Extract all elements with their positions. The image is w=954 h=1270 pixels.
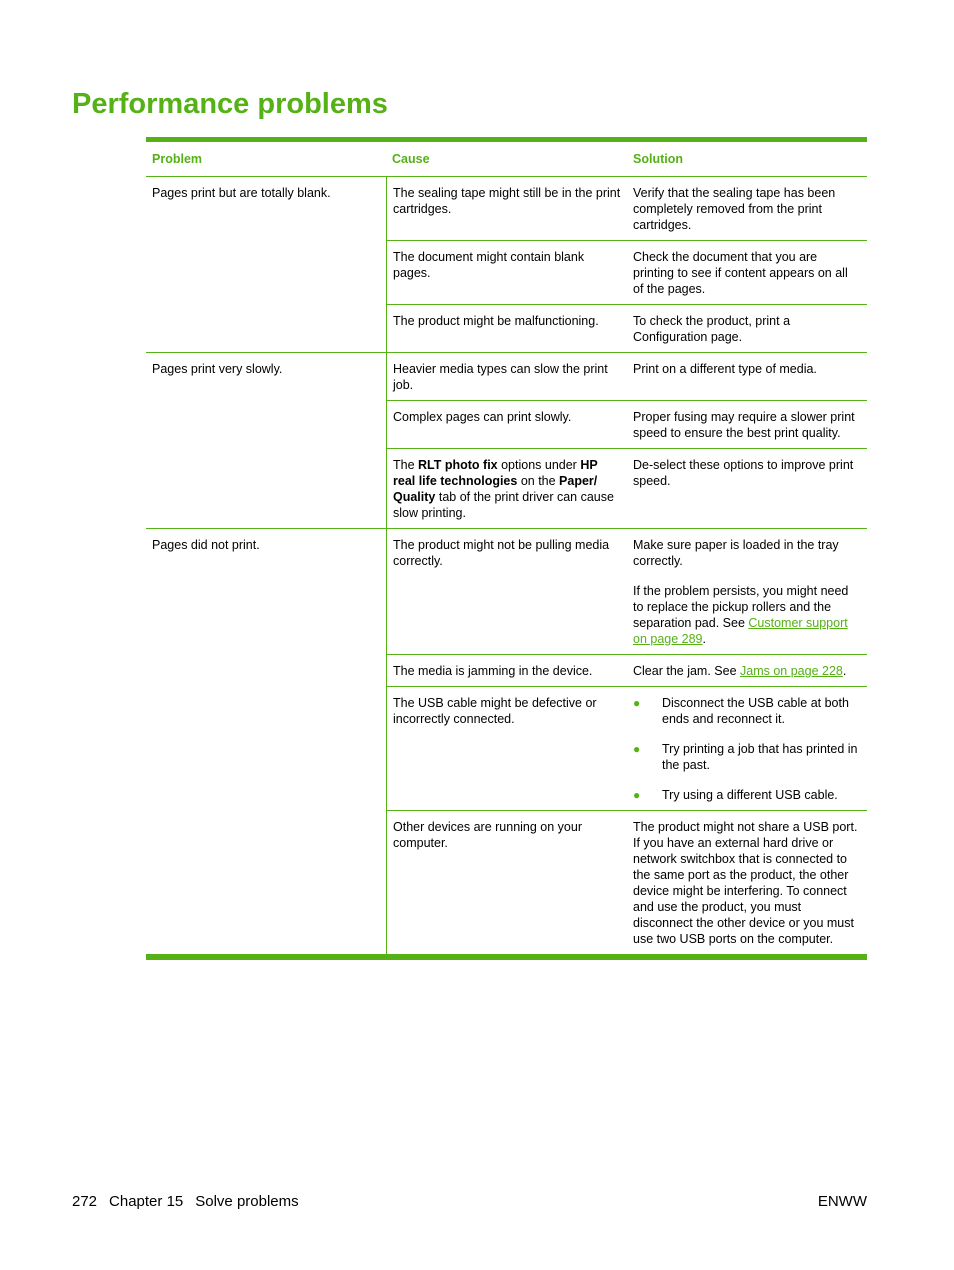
solution-cell: Proper fusing may require a slower print speed to ensure the best print quality. xyxy=(633,410,855,440)
footer-right: ENWW xyxy=(817,1193,867,1210)
cause-cell: Complex pages can print slowly. xyxy=(386,401,627,448)
table-header-row xyxy=(146,142,867,177)
solution-cell: The product might not share a USB port. If you have an external hard drive or network switchbox that is connected to the same port as the product, the other device might be interfering. To connect and use the product, you must disconnect the other device or you must use two USB ports on the computer. xyxy=(633,820,858,946)
solution-cell xyxy=(627,687,867,810)
solution-cell: De-select these options to improve print speed. xyxy=(633,458,854,488)
list-item xyxy=(633,695,861,727)
chapter-label: Chapter 15 xyxy=(109,1193,184,1210)
cause-cell: The product might not be pulling media correctly. xyxy=(386,529,627,654)
cause-text: on the xyxy=(517,474,560,488)
customer-support-link[interactable]: Customer support on page 289 xyxy=(633,616,848,646)
cause-cell: The media is jamming in the device. xyxy=(386,655,627,686)
cause-text: options under xyxy=(497,458,581,472)
cause-cell: The document might contain blank pages. xyxy=(386,241,627,304)
solution-text-part: . xyxy=(702,632,706,646)
bullet-dot-icon: ● xyxy=(633,788,641,802)
list-item xyxy=(633,787,861,803)
paper-quality-label: Paper/ Quality xyxy=(393,474,598,504)
table-row xyxy=(386,529,867,655)
cause-text: tab of the print driver can cause slow printing. xyxy=(393,490,614,520)
solution-cell xyxy=(627,529,867,654)
list-item-text: Try using a different USB cable. xyxy=(662,788,838,802)
page-title: Performance problems xyxy=(72,88,388,120)
footer-left xyxy=(72,1193,299,1210)
problem-cell: Pages print very slowly. xyxy=(152,362,283,376)
bullet-list xyxy=(633,695,861,803)
table-row xyxy=(386,449,867,528)
table-row xyxy=(386,811,867,954)
problem-group xyxy=(146,529,867,955)
table-row xyxy=(386,401,867,449)
cause-cell: Other devices are running on your computer. xyxy=(386,811,627,954)
list-item-text: Disconnect the USB cable at both ends and reconnect it. xyxy=(662,696,849,726)
solution-text xyxy=(633,583,861,647)
list-item xyxy=(633,741,861,773)
solution-cell: To check the product, print a Configuration page. xyxy=(633,314,791,344)
cause-cell xyxy=(386,449,627,528)
cause-cell: Heavier media types can slow the print job. xyxy=(386,353,627,400)
cause-cell: The USB cable might be defective or incorrectly connected. xyxy=(386,687,627,810)
solution-text-part: . xyxy=(842,664,847,678)
solution-text-part: If the problem persists, you might need to replace the pickup rollers and the separation pad. See xyxy=(633,584,849,630)
bullet-dot-icon: ● xyxy=(633,742,641,756)
problem-group xyxy=(146,177,867,353)
problem-cell: Pages print but are totally blank. xyxy=(152,186,331,200)
problem-group xyxy=(146,353,867,529)
table-row xyxy=(386,305,867,352)
chapter-title: Solve problems xyxy=(195,1193,299,1210)
header-cause: Cause xyxy=(392,152,430,166)
jams-link[interactable]: Jams on page 228 xyxy=(740,664,843,678)
solution-cell xyxy=(627,655,867,686)
cause-cell: The sealing tape might still be in the print cartridges. xyxy=(386,177,627,240)
cause-cell: The product might be malfunctioning. xyxy=(386,305,627,352)
table-row xyxy=(386,241,867,305)
problem-cell: Pages did not print. xyxy=(152,538,260,552)
cause-text: The xyxy=(393,458,419,472)
solution-cell: Verify that the sealing tape has been completely removed from the print cartridges. xyxy=(633,186,836,232)
list-item-text: Try printing a job that has printed in the past. xyxy=(662,742,858,772)
hp-real-life-label: HP real life technologies xyxy=(393,458,598,488)
solution-cell: Check the document that you are printing to see if content appears on all of the pages. xyxy=(633,250,848,296)
bullet-dot-icon: ● xyxy=(633,696,641,710)
header-problem: Problem xyxy=(152,152,203,166)
table-row xyxy=(386,353,867,401)
table-row xyxy=(386,177,867,241)
table-bottom-rule xyxy=(146,955,867,960)
solution-text-part: Clear the jam. See xyxy=(633,664,740,678)
table-row xyxy=(386,687,867,811)
solution-cell: Print on a different type of media. xyxy=(633,362,817,376)
header-solution: Solution xyxy=(633,152,683,166)
page-number: 272 xyxy=(72,1193,98,1210)
solution-text: Make sure paper is loaded in the tray correctly. xyxy=(633,538,839,568)
table-row xyxy=(386,655,867,687)
rlt-photo-fix-label: RLT photo fix xyxy=(418,458,498,472)
problems-table xyxy=(146,137,867,960)
